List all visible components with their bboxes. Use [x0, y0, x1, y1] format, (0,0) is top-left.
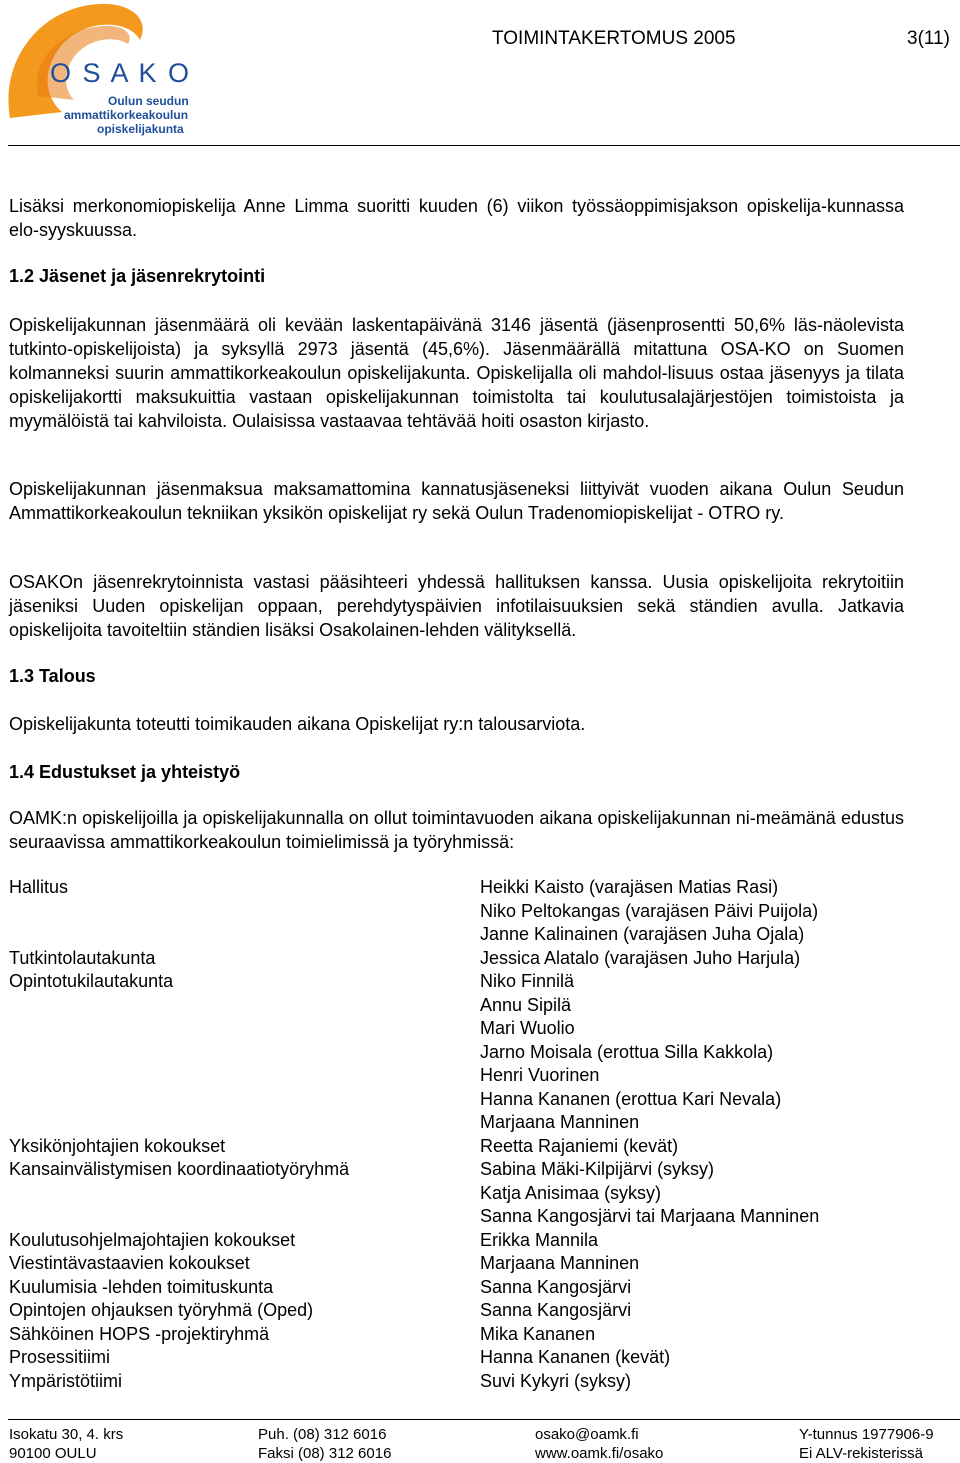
- body-name: Viestintävastaavien kokoukset: [9, 1253, 250, 1273]
- osako-logo: [0, 0, 200, 140]
- footer-vat-status: Ei ALV-rekisterissä: [799, 1445, 923, 1462]
- representative-name: Jarno Moisala (erottua Silla Kakkola): [480, 1041, 774, 1062]
- logo-wordmark: O S A K O: [50, 58, 192, 88]
- body-name: [9, 900, 449, 924]
- footer-email: osako@oamk.fi: [535, 1426, 639, 1443]
- representative-name: Erikka Mannila: [480, 1229, 599, 1250]
- representative-name: Sanna Kangosjärvi: [480, 1300, 632, 1320]
- heading-1-2: 1.2 Jäsenet ja jäsenrekrytointi: [9, 266, 266, 286]
- body-name: Hallitus: [9, 877, 69, 897]
- footer-website: www.oamk.fi/osako: [535, 1445, 664, 1462]
- representative-name: Henri Vuorinen: [480, 1065, 600, 1085]
- paragraph-membership: Opiskelijakunnan jäsenmäärä oli kevään laskentapäivänä 3146 jäsentä (jäsenprosentti 50,6% läs-näolevista tutkinto-opiskelijoista) ja syksyllä 2973 jäsentä (45,6%). Jäsenmäärällä mitattuna OSA-KO on Suomen kolmanneksi suurin ammattikorkeakoulun opiskelijakunta. Opiskelijalla oli mahdol-lisuus ostaa jäsenyys ja tilata opiskelijakortti maksukuittia vastaan opiskelijakunnan toimistolta tai koulutusalajärjestöjen toimistoista ja myymälöistä tai kahviloista. Oulaisissa vastaavaa tehtävää hoiti osaston kirjasto.: [9, 315, 904, 431]
- page-number: 3(11): [907, 28, 950, 49]
- logo-tagline-line-2: ammattikorkeakoulun: [64, 108, 189, 122]
- footer-street: Isokatu 30, 4. krs: [9, 1426, 124, 1443]
- representative-name: Mika Kananen: [480, 1323, 596, 1344]
- bodies-column: [9, 876, 449, 1393]
- paragraph-supporting-members: Opiskelijakunnan jäsenmaksua maksamattomina kannatusjäseneksi liittyivät vuoden aikana Oulun Seudun Ammattikorkeakoulun tekniikan yksikön opiskelijat ry sekä Oulun Tradenomiopiskelijat - OTRO ry.: [9, 479, 904, 523]
- body-name: [9, 1017, 449, 1041]
- paragraph-work-placement: Lisäksi merkonomiopiskelija Anne Limma suoritti kuuden (6) viikon työssäoppimisjakson opiskelija-kunnassa elo-syyskuussa.: [9, 196, 904, 240]
- body-name: Opintotukilautakunta: [9, 971, 174, 991]
- representative-name: Janne Kalinainen (varajäsen Juha Ojala): [480, 924, 805, 944]
- document-title: TOIMINTAKERTOMUS 2005: [492, 28, 736, 49]
- representatives-column: [480, 876, 950, 1393]
- representative-name: Niko Peltokangas (varajäsen Päivi Puijola): [480, 900, 819, 921]
- body-name: [9, 1041, 449, 1065]
- logo-tagline-line-3: opiskelijakunta: [97, 122, 184, 136]
- body-name: [9, 1182, 449, 1206]
- body-name: Yksikönjohtajien kokoukset: [9, 1135, 226, 1156]
- body-name: Ympäristötiimi: [9, 1370, 123, 1391]
- representative-name: Hanna Kananen (erottua Kari Nevala): [480, 1088, 782, 1109]
- body-name: Koulutusohjelmajohtajien kokoukset: [9, 1229, 296, 1250]
- heading-1-3: 1.3 Talous: [9, 666, 96, 686]
- body-name: [9, 1111, 449, 1135]
- logo-tagline-line-1: Oulun seudun: [108, 94, 189, 108]
- representative-name: Hanna Kananen (kevät): [480, 1347, 671, 1367]
- body-name: Prosessitiimi: [9, 1347, 111, 1367]
- paragraph-representation: OAMK:n opiskelijoilla ja opiskelijakunnalla on ollut toimintavuoden aikana opiskelijakunnan ni-meämänä edustus seuraavissa ammattikorkeakoulun toimielimissä ja työryhmissä:: [9, 808, 904, 852]
- representative-name: Suvi Kykyri (syksy): [480, 1370, 632, 1391]
- representative-name: Sabina Mäki-Kilpijärvi (syksy): [480, 1159, 715, 1179]
- representative-name: Jessica Alatalo (varajäsen Juho Harjula): [480, 947, 801, 968]
- body-name: [9, 1088, 449, 1112]
- body-name: Tutkintolautakunta: [9, 947, 156, 968]
- footer-business: [799, 1425, 934, 1463]
- heading-1-4: 1.4 Edustukset ja yhteistyö: [9, 762, 241, 782]
- representative-name: Marjaana Manninen: [480, 1253, 640, 1273]
- representative-name: Katja Anisimaa (syksy): [480, 1182, 662, 1203]
- footer-divider: [8, 1419, 960, 1420]
- representative-name: Marjaana Manninen: [480, 1112, 640, 1132]
- body-name: [9, 923, 449, 947]
- body-name: Kuulumisia -lehden toimituskunta: [9, 1276, 274, 1297]
- representative-name: Annu Sipilä: [480, 994, 572, 1015]
- paragraph-finance: Opiskelijakunta toteutti toimikauden aikana Opiskelijat ry:n talousarviota.: [9, 714, 586, 734]
- body-name: Opintojen ohjauksen työryhmä (Oped): [9, 1300, 314, 1320]
- representative-name: Sanna Kangosjärvi: [480, 1276, 632, 1297]
- footer-address: [9, 1425, 123, 1463]
- header-divider: [8, 145, 960, 146]
- body-name: Kansainvälistymisen koordinaatiotyöryhmä: [9, 1159, 350, 1179]
- body-name: [9, 994, 449, 1018]
- footer-phone-number: Puh. (08) 312 6016: [258, 1426, 387, 1443]
- footer-fax-number: Faksi (08) 312 6016: [258, 1445, 392, 1462]
- representative-name: Mari Wuolio: [480, 1018, 575, 1038]
- body-name: [9, 1064, 449, 1088]
- body-name: Sähköinen HOPS -projektiryhmä: [9, 1323, 270, 1344]
- footer-web: [535, 1425, 663, 1463]
- footer-postal: 90100 OULU: [9, 1445, 97, 1462]
- body-name: [9, 1205, 449, 1229]
- representative-name: Niko Finnilä: [480, 971, 575, 991]
- representative-name: Sanna Kangosjärvi tai Marjaana Manninen: [480, 1206, 820, 1226]
- footer-business-id: Y-tunnus 1977906-9: [799, 1426, 934, 1443]
- representative-name: Reetta Rajaniemi (kevät): [480, 1135, 679, 1156]
- footer-phone: [258, 1425, 391, 1463]
- representative-name: Heikki Kaisto (varajäsen Matias Rasi): [480, 877, 779, 897]
- paragraph-recruitment: OSAKOn jäsenrekrytoinnista vastasi pääsihteeri yhdessä hallituksen kanssa. Uusia opiskelijoita rekrytoitiin jäseniksi Uuden opiskelijan oppaan, perehdytyspäivien infotilaisuuksien sekä ständien avulla. Jatkavia opiskelijoita tavoiteltiin ständien lisäksi Osakolainen-lehden välityksellä.: [9, 572, 904, 640]
